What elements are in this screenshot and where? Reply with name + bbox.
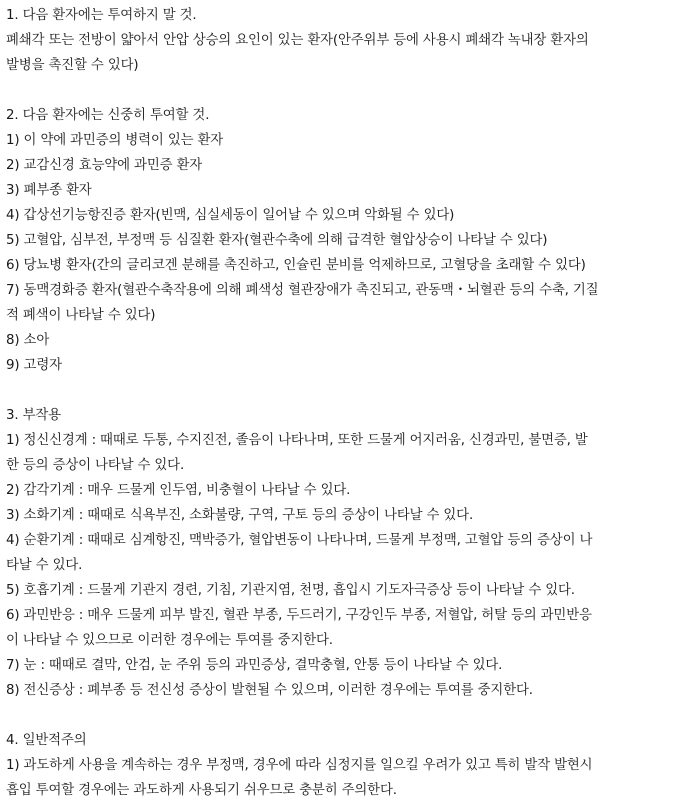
list-item: 5) 고혈압, 심부전, 부정맥 등 심질환 환자(혈관수축에 의해 급격한 혈압상승이 나타날 수 있다)	[6, 233, 548, 248]
section-heading: 2. 다음 환자에는 신중히 투여할 것.	[6, 108, 210, 123]
list-item: 4) 순환기계 : 때때로 심계항진, 맥박증가, 혈압변동이 나타나며, 드물게 부정맥, 고혈압 등의 증상이 나	[6, 533, 593, 548]
list-item: 6) 과민반응 : 매우 드물게 피부 발진, 혈관 부종, 두드러기, 구강인두 부종, 저혈압, 허탈 등의 과민반응	[6, 608, 592, 623]
list-item: 8) 소아	[6, 333, 50, 348]
list-item: 4) 갑상선기능항진증 환자(빈맥, 심실세동이 일어날 수 있으며 악화될 수 있다)	[6, 208, 455, 223]
spacer	[6, 703, 694, 728]
list-item: 5) 호흡기계 : 드물게 기관지 경련, 기침, 기관지염, 천명, 흡입시 기도자극증상 등이 나타날 수 있다.	[6, 583, 575, 598]
list-item-continuation: 한 등의 증상이 나타날 수 있다.	[6, 458, 185, 473]
list-item: 1) 과도하게 사용을 계속하는 경우 부정맥, 경우에 따라 심정지를 일으킬 우려가 있고 특히 발작 발현시	[6, 758, 593, 773]
list-item-continuation: 타날 수 있다.	[6, 558, 83, 573]
list-item: 9) 고령자	[6, 358, 62, 373]
list-item: 7) 동맥경화증 환자(혈관수축작용에 의해 폐색성 혈관장애가 촉진되고, 관동맥・뇌혈관 등의 수축, 기질	[6, 283, 599, 298]
list-item: 1) 정신신경계 : 때때로 두통, 수지진전, 졸음이 나타나며, 또한 드물게 어지러움, 신경과민, 불면증, 발	[6, 433, 588, 448]
spacer	[6, 78, 694, 103]
list-item: 2) 교감신경 효능약에 과민증 환자	[6, 158, 203, 173]
list-item: 1) 이 약에 과민증의 병력이 있는 환자	[6, 133, 224, 148]
section-heading: 1. 다음 환자에는 투여하지 말 것.	[6, 8, 197, 23]
text-line: 발병을 촉진할 수 있다)	[6, 58, 139, 73]
section-heading: 4. 일반적주의	[6, 733, 87, 748]
text-line: 폐쇄각 또는 전방이 얇아서 안압 상승의 요인이 있는 환자(안주위부 등에 사용시 폐쇄각 녹내장 환자의	[6, 33, 589, 48]
list-item-continuation: 흡입 투여할 경우에는 과도하게 사용되기 쉬우므로 충분히 주의한다.	[6, 783, 397, 798]
section-general-precautions	[6, 728, 694, 803]
section-side-effects	[6, 403, 694, 703]
spacer	[6, 378, 694, 403]
section-contraindications	[6, 3, 694, 78]
list-item: 6) 당뇨병 환자(간의 글리코겐 분해를 촉진하고, 인슐린 분비를 억제하므로, 고혈당을 초래할 수 있다)	[6, 258, 586, 273]
list-item: 7) 눈 : 때때로 결막, 안검, 눈 주위 등의 과민증상, 결막충혈, 안통 등이 나타날 수 있다.	[6, 658, 503, 673]
list-item: 3) 소화기계 : 때때로 식욕부진, 소화불량, 구역, 구토 등의 증상이 나타날 수 있다.	[6, 508, 474, 523]
list-item: 3) 폐부종 환자	[6, 183, 92, 198]
list-item-continuation: 적 폐색이 나타날 수 있다)	[6, 308, 156, 323]
list-item: 2) 감각기계 : 매우 드물게 인두염, 비충혈이 나타날 수 있다.	[6, 483, 351, 498]
section-careful-administration	[6, 103, 694, 378]
list-item: 8) 전신증상 : 폐부종 등 전신성 증상이 발현될 수 있으며, 이러한 경우에는 투여를 중지한다.	[6, 683, 533, 698]
section-heading: 3. 부작용	[6, 408, 61, 423]
list-item-continuation: 이 나타날 수 있으므로 이러한 경우에는 투여를 중지한다.	[6, 633, 333, 648]
